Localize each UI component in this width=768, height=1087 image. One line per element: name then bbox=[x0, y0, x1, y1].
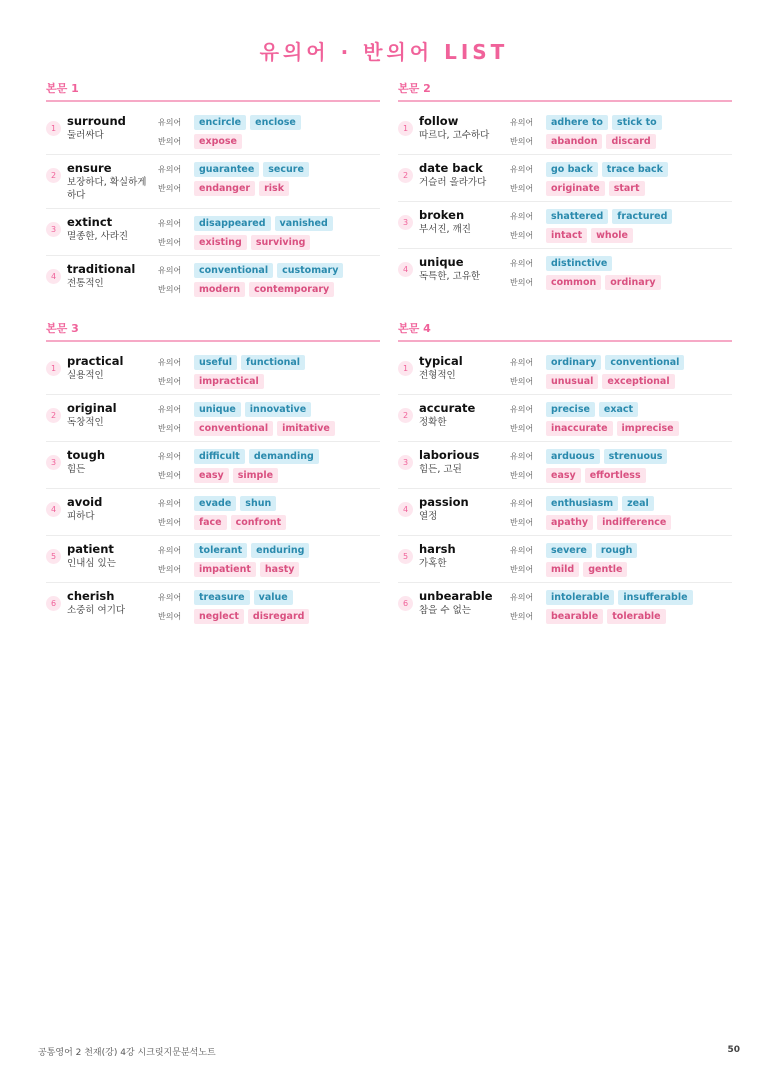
antonym-chip: discard bbox=[606, 134, 655, 149]
antonym-label: 반의어 bbox=[158, 183, 182, 193]
synonym-chip: functional bbox=[241, 355, 305, 370]
antonym-chip: impractical bbox=[194, 374, 264, 389]
entry-number-badge: 4 bbox=[46, 269, 61, 284]
vocab-entry bbox=[398, 155, 732, 202]
antonym-chip: exceptional bbox=[602, 374, 674, 389]
vocab-entry bbox=[398, 108, 732, 155]
entry-number-badge: 2 bbox=[46, 408, 61, 423]
headword: broken bbox=[419, 208, 465, 222]
vocab-entry bbox=[398, 249, 732, 296]
synonym-chip: zeal bbox=[622, 496, 654, 511]
antonym-row bbox=[510, 607, 670, 625]
antonym-row bbox=[510, 273, 665, 291]
synonym-label: 유의어 bbox=[158, 498, 182, 508]
synonym-chip: treasure bbox=[194, 590, 250, 605]
vocab-entry bbox=[46, 256, 380, 303]
synonym-label: 유의어 bbox=[510, 211, 534, 221]
korean-meaning: 독창적인 bbox=[67, 417, 104, 428]
headword: surround bbox=[67, 114, 126, 128]
antonym-chip: imitative bbox=[277, 421, 335, 436]
vocab-entry bbox=[46, 536, 380, 583]
antonym-chip: simple bbox=[233, 468, 278, 483]
entry-number-badge: 4 bbox=[398, 262, 413, 277]
antonym-label: 반의어 bbox=[158, 423, 182, 433]
entry-number-badge: 3 bbox=[46, 455, 61, 470]
antonym-row bbox=[158, 419, 339, 437]
synonym-chip: exact bbox=[599, 402, 638, 417]
headword: follow bbox=[419, 114, 459, 128]
synonym-chip: fractured bbox=[612, 209, 672, 224]
antonym-label: 반의어 bbox=[158, 470, 182, 480]
antonym-row bbox=[510, 372, 679, 390]
headword: patient bbox=[67, 542, 114, 556]
synonym-label: 유의어 bbox=[510, 545, 534, 555]
entry-number-badge: 5 bbox=[46, 549, 61, 564]
korean-meaning: 가혹한 bbox=[419, 558, 447, 569]
korean-meaning: 전형적인 bbox=[419, 370, 456, 381]
antonym-row bbox=[158, 607, 313, 625]
synonym-label: 유의어 bbox=[158, 164, 182, 174]
synonym-row bbox=[158, 113, 305, 131]
synonym-chip: shun bbox=[240, 496, 276, 511]
antonym-chip: gentle bbox=[583, 562, 627, 577]
headword: tough bbox=[67, 448, 106, 462]
antonym-label: 반의어 bbox=[158, 517, 182, 527]
antonym-chip: inaccurate bbox=[546, 421, 613, 436]
antonym-label: 반의어 bbox=[158, 564, 182, 574]
entry-number-badge: 2 bbox=[398, 168, 413, 183]
korean-meaning: 힘든 bbox=[67, 464, 86, 475]
page-number: 50 bbox=[727, 1045, 740, 1055]
synonym-chip: insufferable bbox=[618, 590, 692, 605]
vocab-entry bbox=[398, 348, 732, 395]
synonym-chip: conventional bbox=[605, 355, 684, 370]
synonym-chip: stick to bbox=[612, 115, 662, 130]
entry-number-badge: 2 bbox=[398, 408, 413, 423]
headword: traditional bbox=[67, 262, 136, 276]
synonym-chip: enduring bbox=[251, 543, 309, 558]
page-title: 유의어 · 반의어 LIST bbox=[259, 40, 509, 64]
korean-meaning: 따르다, 고수하다 bbox=[419, 130, 490, 141]
section-heading: 본문 3 bbox=[46, 320, 380, 342]
entry-number-badge: 3 bbox=[46, 222, 61, 237]
korean-meaning: 전통적인 bbox=[67, 278, 104, 289]
vocab-entry bbox=[398, 536, 732, 583]
vocab-entry bbox=[46, 395, 380, 442]
antonym-label: 반의어 bbox=[158, 284, 182, 294]
synonym-row bbox=[510, 160, 672, 178]
synonym-row bbox=[510, 207, 676, 225]
antonym-chip: indifference bbox=[597, 515, 671, 530]
antonym-row bbox=[158, 280, 338, 298]
antonym-label: 반의어 bbox=[510, 517, 534, 527]
synonym-chip: conventional bbox=[194, 263, 273, 278]
vocab-entry bbox=[398, 202, 732, 249]
antonym-row bbox=[510, 179, 649, 197]
synonym-chip: intolerable bbox=[546, 590, 614, 605]
entry-number-badge: 4 bbox=[398, 502, 413, 517]
antonym-chip: imprecise bbox=[617, 421, 679, 436]
headword: unique bbox=[419, 255, 464, 269]
synonym-row bbox=[510, 447, 671, 465]
entry-number-badge: 4 bbox=[46, 502, 61, 517]
antonym-label: 반의어 bbox=[158, 376, 182, 386]
synonym-label: 유의어 bbox=[510, 451, 534, 461]
vocab-entry bbox=[398, 489, 732, 536]
korean-meaning: 거슬러 올라가다 bbox=[419, 177, 487, 188]
antonym-chip: mild bbox=[546, 562, 579, 577]
synonym-label: 유의어 bbox=[158, 592, 182, 602]
synonym-chip: innovative bbox=[245, 402, 311, 417]
antonym-chip: risk bbox=[259, 181, 289, 196]
synonym-chip: useful bbox=[194, 355, 237, 370]
synonym-row bbox=[510, 113, 666, 131]
synonym-chip: demanding bbox=[249, 449, 319, 464]
headword: accurate bbox=[419, 401, 476, 415]
synonym-chip: arduous bbox=[546, 449, 600, 464]
synonym-chip: encircle bbox=[194, 115, 246, 130]
section-3 bbox=[46, 320, 380, 630]
synonym-chip: tolerant bbox=[194, 543, 247, 558]
synonym-label: 유의어 bbox=[158, 545, 182, 555]
footer-book-title: 공통영어 2 천재(강) 4강 시크릿지문분석노트 bbox=[38, 1048, 216, 1058]
entry-number-badge: 1 bbox=[46, 121, 61, 136]
headword: ensure bbox=[67, 161, 112, 175]
antonym-row bbox=[510, 513, 675, 531]
korean-meaning: 인내심 있는 bbox=[67, 558, 116, 569]
synonym-chip: value bbox=[254, 590, 293, 605]
synonym-row bbox=[510, 353, 688, 371]
antonym-chip: endanger bbox=[194, 181, 255, 196]
antonym-chip: expose bbox=[194, 134, 242, 149]
vocab-entry bbox=[398, 395, 732, 442]
korean-meaning: 열정 bbox=[419, 511, 438, 522]
antonym-chip: common bbox=[546, 275, 601, 290]
antonym-chip: intact bbox=[546, 228, 587, 243]
antonym-label: 반의어 bbox=[158, 136, 182, 146]
korean-meaning: 독특한, 고유한 bbox=[419, 271, 481, 282]
antonym-chip: easy bbox=[546, 468, 581, 483]
antonym-row bbox=[158, 233, 314, 251]
antonym-row bbox=[158, 179, 293, 197]
headword: unbearable bbox=[419, 589, 493, 603]
synonym-chip: go back bbox=[546, 162, 598, 177]
antonym-chip: existing bbox=[194, 235, 247, 250]
synonym-chip: secure bbox=[263, 162, 309, 177]
synonym-label: 유의어 bbox=[158, 404, 182, 414]
headword: harsh bbox=[419, 542, 456, 556]
korean-meaning: 힘든, 고된 bbox=[419, 464, 462, 475]
synonym-chip: shattered bbox=[546, 209, 608, 224]
headword: laborious bbox=[419, 448, 480, 462]
synonym-chip: guarantee bbox=[194, 162, 259, 177]
antonym-row bbox=[510, 132, 660, 150]
antonym-chip: modern bbox=[194, 282, 245, 297]
antonym-chip: abandon bbox=[546, 134, 602, 149]
entry-number-badge: 3 bbox=[398, 455, 413, 470]
antonym-row bbox=[510, 226, 637, 244]
synonym-label: 유의어 bbox=[158, 265, 182, 275]
antonym-chip: originate bbox=[546, 181, 605, 196]
antonym-row bbox=[158, 466, 282, 484]
section-heading: 본문 4 bbox=[398, 320, 732, 342]
antonym-chip: bearable bbox=[546, 609, 603, 624]
antonym-label: 반의어 bbox=[510, 136, 534, 146]
synonym-label: 유의어 bbox=[510, 258, 534, 268]
headword: date back bbox=[419, 161, 483, 175]
synonym-chip: enthusiasm bbox=[546, 496, 618, 511]
synonym-row bbox=[158, 541, 313, 559]
synonym-chip: adhere to bbox=[546, 115, 608, 130]
entry-number-badge: 1 bbox=[398, 361, 413, 376]
antonym-chip: impatient bbox=[194, 562, 256, 577]
synonym-chip: customary bbox=[277, 263, 343, 278]
antonym-chip: surviving bbox=[251, 235, 311, 250]
entry-number-badge: 1 bbox=[46, 361, 61, 376]
korean-meaning: 둘러싸다 bbox=[67, 130, 104, 141]
synonym-row bbox=[158, 494, 280, 512]
entry-number-badge: 5 bbox=[398, 549, 413, 564]
vocab-entry bbox=[46, 489, 380, 536]
synonym-label: 유의어 bbox=[510, 164, 534, 174]
synonym-label: 유의어 bbox=[158, 218, 182, 228]
synonym-label: 유의어 bbox=[510, 592, 534, 602]
korean-meaning: 피하다 bbox=[67, 511, 95, 522]
synonym-chip: distinctive bbox=[546, 256, 612, 271]
headword: typical bbox=[419, 354, 463, 368]
synonym-chip: disappeared bbox=[194, 216, 271, 231]
entry-number-badge: 6 bbox=[46, 596, 61, 611]
synonym-label: 유의어 bbox=[510, 404, 534, 414]
synonym-row bbox=[510, 588, 697, 606]
vocab-entry bbox=[46, 209, 380, 256]
vocab-entry bbox=[46, 348, 380, 395]
vocab-entry bbox=[46, 155, 380, 209]
headword: avoid bbox=[67, 495, 103, 509]
antonym-label: 반의어 bbox=[510, 183, 534, 193]
synonym-label: 유의어 bbox=[158, 117, 182, 127]
antonym-label: 반의어 bbox=[510, 564, 534, 574]
synonym-chip: rough bbox=[596, 543, 638, 558]
antonym-label: 반의어 bbox=[510, 470, 534, 480]
synonym-chip: ordinary bbox=[546, 355, 601, 370]
korean-meaning: 참을 수 없는 bbox=[419, 605, 471, 616]
synonym-label: 유의어 bbox=[510, 498, 534, 508]
antonym-row bbox=[158, 372, 268, 390]
synonym-chip: vanished bbox=[275, 216, 333, 231]
antonym-chip: neglect bbox=[194, 609, 244, 624]
entry-number-badge: 3 bbox=[398, 215, 413, 230]
antonym-chip: face bbox=[194, 515, 227, 530]
antonym-label: 반의어 bbox=[158, 611, 182, 621]
vocab-entry bbox=[46, 108, 380, 155]
antonym-row bbox=[510, 560, 631, 578]
section-4 bbox=[398, 320, 732, 630]
antonym-chip: easy bbox=[194, 468, 229, 483]
korean-meaning: 소중히 여기다 bbox=[67, 605, 126, 616]
headword: passion bbox=[419, 495, 469, 509]
synonym-row bbox=[158, 588, 297, 606]
synonym-label: 유의어 bbox=[510, 357, 534, 367]
vocab-entry bbox=[398, 442, 732, 489]
korean-meaning: 멸종한, 사라진 bbox=[67, 231, 129, 242]
korean-meaning: 보장하다, 확실하게 하다 bbox=[67, 177, 147, 201]
antonym-chip: apathy bbox=[546, 515, 593, 530]
synonym-row bbox=[158, 214, 337, 232]
antonym-row bbox=[510, 466, 650, 484]
entry-number-badge: 6 bbox=[398, 596, 413, 611]
section-2 bbox=[398, 80, 732, 296]
synonym-row bbox=[158, 353, 309, 371]
korean-meaning: 정확한 bbox=[419, 417, 447, 428]
synonym-chip: strenuous bbox=[604, 449, 668, 464]
antonym-chip: unusual bbox=[546, 374, 598, 389]
vocab-entry bbox=[46, 442, 380, 489]
korean-meaning: 실용적인 bbox=[67, 370, 104, 381]
antonym-label: 반의어 bbox=[510, 376, 534, 386]
antonym-chip: confront bbox=[231, 515, 287, 530]
antonym-row bbox=[158, 132, 246, 150]
section-heading: 본문 1 bbox=[46, 80, 380, 102]
synonym-row bbox=[158, 400, 315, 418]
antonym-chip: tolerable bbox=[607, 609, 665, 624]
synonym-row bbox=[158, 160, 313, 178]
synonym-label: 유의어 bbox=[158, 451, 182, 461]
synonym-row bbox=[510, 400, 642, 418]
section-heading: 본문 2 bbox=[398, 80, 732, 102]
antonym-row bbox=[158, 513, 290, 531]
synonym-row bbox=[158, 261, 347, 279]
antonym-label: 반의어 bbox=[510, 611, 534, 621]
antonym-chip: disregard bbox=[248, 609, 310, 624]
antonym-chip: ordinary bbox=[605, 275, 660, 290]
entry-number-badge: 1 bbox=[398, 121, 413, 136]
synonym-chip: difficult bbox=[194, 449, 245, 464]
antonym-chip: contemporary bbox=[249, 282, 334, 297]
synonym-row bbox=[158, 447, 323, 465]
synonym-row bbox=[510, 494, 658, 512]
headword: extinct bbox=[67, 215, 113, 229]
antonym-row bbox=[510, 419, 683, 437]
antonym-chip: conventional bbox=[194, 421, 273, 436]
synonym-label: 유의어 bbox=[158, 357, 182, 367]
antonym-row bbox=[158, 560, 303, 578]
antonym-label: 반의어 bbox=[158, 237, 182, 247]
headword: practical bbox=[67, 354, 124, 368]
headword: original bbox=[67, 401, 117, 415]
synonym-chip: precise bbox=[546, 402, 595, 417]
vocab-entry bbox=[398, 583, 732, 630]
headword: cherish bbox=[67, 589, 115, 603]
vocab-entry bbox=[46, 583, 380, 630]
antonym-chip: whole bbox=[591, 228, 633, 243]
synonym-chip: severe bbox=[546, 543, 592, 558]
korean-meaning: 부서진, 깨진 bbox=[419, 224, 471, 235]
entry-number-badge: 2 bbox=[46, 168, 61, 183]
synonym-chip: trace back bbox=[602, 162, 668, 177]
antonym-chip: hasty bbox=[260, 562, 300, 577]
synonym-chip: unique bbox=[194, 402, 241, 417]
antonym-chip: start bbox=[609, 181, 645, 196]
synonym-row bbox=[510, 254, 616, 272]
synonym-chip: evade bbox=[194, 496, 236, 511]
antonym-label: 반의어 bbox=[510, 423, 534, 433]
antonym-label: 반의어 bbox=[510, 230, 534, 240]
antonym-chip: effortless bbox=[585, 468, 646, 483]
synonym-label: 유의어 bbox=[510, 117, 534, 127]
synonym-chip: enclose bbox=[250, 115, 301, 130]
synonym-row bbox=[510, 541, 641, 559]
section-1 bbox=[46, 80, 380, 303]
antonym-label: 반의어 bbox=[510, 277, 534, 287]
